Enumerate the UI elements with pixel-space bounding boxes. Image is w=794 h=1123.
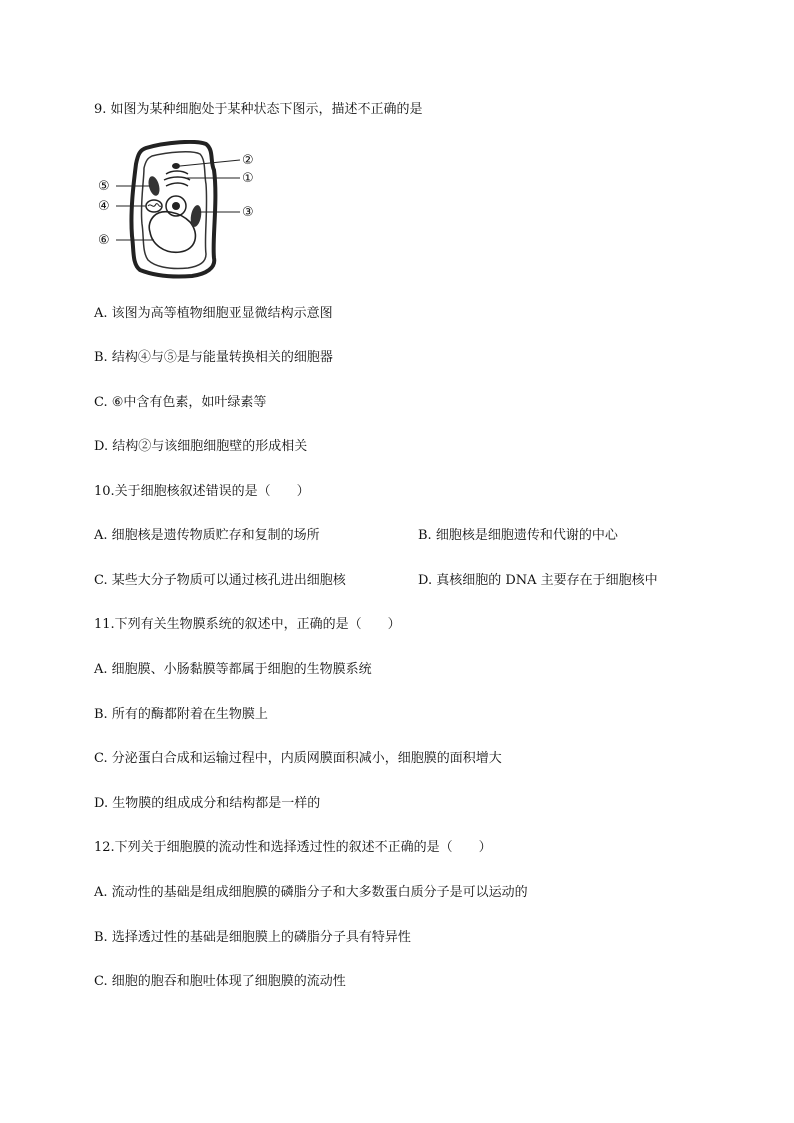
plant-cell-diagram <box>96 140 268 282</box>
q10-option-d: D. 真核细胞的 DNA 主要存在于细胞核中 <box>418 573 658 588</box>
q10-option-a: A. 细胞核是遗传物质贮存和复制的场所 <box>94 528 320 543</box>
label-3: ③ <box>242 205 254 220</box>
vesicle <box>172 163 180 169</box>
label-5: ⑤ <box>98 179 110 194</box>
label-6: ⑥ <box>98 233 110 248</box>
question-11-stem: 11.下列有关生物膜系统的叙述中，正确的是（ ） <box>94 617 401 632</box>
label-1: ① <box>242 171 254 186</box>
question-9-stem: 9. 如图为某种细胞处于某种状态下图示，描述不正确的是 <box>94 102 423 117</box>
q9-option-d: D. 结构②与该细胞细胞壁的形成相关 <box>94 439 308 454</box>
vacuole <box>149 212 195 253</box>
q10-option-c: C. 某些大分子物质可以通过核孔进出细胞核 <box>94 573 346 588</box>
q12-option-b: B. 选择透过性的基础是细胞膜上的磷脂分子具有特异性 <box>94 930 411 945</box>
q11-option-b: B. 所有的酶都附着在生物膜上 <box>94 707 268 722</box>
q9-option-c: C. ⑥中含有色素，如叶绿素等 <box>94 395 267 410</box>
q12-option-c: C. 细胞的胞吞和胞吐体现了细胞膜的流动性 <box>94 974 346 989</box>
q11-option-d: D. 生物膜的组成成分和结构都是一样的 <box>94 796 321 811</box>
q12-option-a: A. 流动性的基础是组成细胞膜的磷脂分子和大多数蛋白质分子是可以运动的 <box>94 885 528 900</box>
label-4: ④ <box>98 199 110 214</box>
question-10-stem: 10.关于细胞核叙述错误的是（ ） <box>94 484 310 499</box>
label-2: ② <box>242 153 254 168</box>
q9-option-b: B. 结构④与⑤是与能量转换相关的细胞器 <box>94 350 333 365</box>
nucleolus <box>172 202 180 210</box>
question-12-stem: 12.下列关于细胞膜的流动性和选择透过性的叙述不正确的是（ ） <box>94 840 492 855</box>
q11-option-c: C. 分泌蛋白合成和运输过程中，内质网膜面积减小，细胞膜的面积增大 <box>94 751 502 766</box>
q9-option-a: A. 该图为高等植物细胞亚显微结构示意图 <box>94 306 333 321</box>
q11-option-a: A. 细胞膜、小肠黏膜等都属于细胞的生物膜系统 <box>94 662 372 677</box>
q10-option-b: B. 细胞核是细胞遗传和代谢的中心 <box>418 528 618 543</box>
